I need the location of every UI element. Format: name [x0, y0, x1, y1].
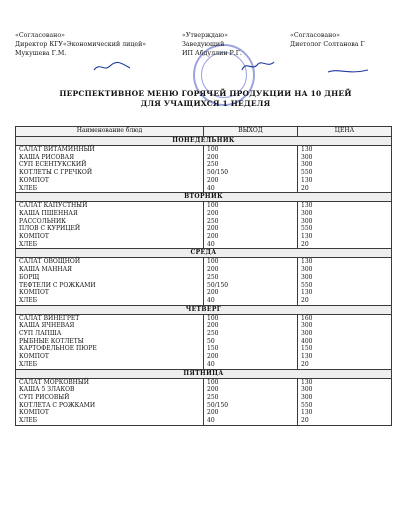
dish-price: 300	[301, 209, 313, 217]
day-name: ПОНЕДЕЛЬНИК	[16, 137, 392, 146]
dish-price-column	[298, 378, 392, 425]
approval-heading: «Согласовано»	[15, 32, 65, 39]
signature-dietitian	[326, 66, 370, 76]
dish-yield: 200	[207, 153, 219, 161]
approval-person: ИП Абдуллин Р.Г.	[182, 49, 242, 57]
dish-name-column	[16, 146, 204, 193]
day-name: ЧЕТВЕРГ	[16, 305, 392, 314]
dish-yield-column	[204, 314, 298, 369]
dish-name: САЛАТ ВИНЕГРЕТ	[19, 314, 80, 322]
dish-yield: 200	[207, 233, 219, 241]
dish-yield: 40	[207, 417, 215, 425]
dish-name: СУП ЛАПША	[19, 330, 62, 338]
dish-yield: 200	[207, 176, 219, 184]
dish-name: ТЕФТЕЛИ С РОЖКАМИ	[19, 281, 96, 289]
dish-name: КОТЛЕТА С РОЖКАМИ	[19, 401, 96, 409]
day-row	[16, 305, 392, 314]
dish-name: КОМПОТ	[19, 176, 49, 184]
approval-heading: «Утверждаю»	[182, 32, 228, 39]
dish-price-column	[298, 258, 392, 305]
dish-yield: 250	[207, 393, 219, 401]
dish-yield: 200	[207, 353, 219, 361]
dish-yield: 200	[207, 386, 219, 394]
day-items-row	[16, 146, 392, 193]
dish-yield: 100	[207, 314, 219, 322]
dish-price-column	[298, 146, 392, 193]
dish-price: 130	[301, 176, 313, 184]
dish-price: 20	[301, 240, 309, 248]
dish-yield: 40	[207, 240, 215, 248]
dish-name: РАССОЛЬНИК	[19, 217, 66, 225]
dish-name: КАША ЯЧНЕВАЯ	[19, 322, 75, 330]
dish-name: ХЛЕБ	[19, 296, 38, 304]
dish-price: 300	[301, 161, 313, 169]
dish-price: 130	[301, 289, 313, 297]
approval-manager	[182, 32, 242, 58]
dish-name-column	[16, 378, 204, 425]
dish-name: КАША РИСОВАЯ	[19, 153, 75, 161]
dish-yield-column	[204, 146, 298, 193]
dish-yield-column	[204, 378, 298, 425]
dish-name: БОРЩ	[19, 273, 40, 281]
dish-yield: 50/150	[207, 169, 229, 177]
dish-name: ХЛЕБ	[19, 240, 38, 248]
dish-name: КОТЛЕТЫ С ГРЕЧКОЙ	[19, 169, 93, 177]
day-items-row	[16, 258, 392, 305]
dish-yield: 200	[207, 209, 219, 217]
approval-person: Мукушева Г.М.	[15, 49, 67, 57]
dish-yield: 50/150	[207, 401, 229, 409]
dish-name: СУП ЕСЕНТУКСКИЙ	[19, 161, 87, 169]
approval-header	[0, 22, 411, 82]
dish-price: 300	[301, 322, 313, 330]
dish-yield: 100	[207, 258, 219, 266]
menu-title-line-2: ДЛЯ УЧАЩИХСЯ 1 НЕДЕЛЯ	[140, 99, 271, 108]
dish-yield: 40	[207, 184, 215, 192]
dish-yield: 150	[207, 345, 219, 353]
dish-yield: 100	[207, 146, 219, 153]
signature-director	[92, 60, 132, 74]
dish-yield: 250	[207, 161, 219, 169]
dish-name: КОМПОТ	[19, 233, 49, 241]
dish-name: КОМПОТ	[19, 409, 49, 417]
day-name: ВТОРНИК	[16, 193, 392, 202]
dish-yield: 50/150	[207, 281, 229, 289]
dish-name: ПЛОВ С КУРИЦЕЙ	[19, 225, 81, 233]
dish-name: КОМПОТ	[19, 353, 49, 361]
dish-name: САЛАТ ОВОЩНОЙ	[19, 258, 81, 266]
dish-price: 300	[301, 266, 313, 274]
signature-manager	[240, 58, 276, 74]
dish-price: 400	[301, 337, 313, 345]
dish-price: 130	[301, 378, 313, 386]
dish-price: 150	[301, 345, 313, 353]
dish-price: 130	[301, 258, 313, 266]
dish-price: 20	[301, 417, 309, 425]
dish-name: КАША МАННАЯ	[19, 266, 73, 274]
dish-price-column	[298, 314, 392, 369]
dish-name: КАША ПШЕННАЯ	[19, 209, 78, 217]
dish-price: 130	[301, 353, 313, 361]
dish-yield: 40	[207, 296, 215, 304]
dish-name: САЛАТ МОРКОВНЫЙ	[19, 378, 90, 386]
column-header-dish: Наименование блюд	[16, 127, 204, 137]
dish-price: 20	[301, 184, 309, 192]
dish-yield: 200	[207, 289, 219, 297]
dish-name: КАРТОФЕЛЬНОЕ ПЮРЕ	[19, 345, 97, 353]
column-header-yield: ВЫХОД	[204, 127, 298, 137]
dish-price: 20	[301, 296, 309, 304]
approval-position: Директор КГУ«Экономический лицей»	[15, 40, 147, 48]
dish-price: 300	[301, 273, 313, 281]
dish-yield: 250	[207, 273, 219, 281]
dish-name: СУП РИСОВЫЙ	[19, 393, 70, 401]
dish-price-column	[298, 202, 392, 249]
day-row	[16, 369, 392, 378]
dish-price: 300	[301, 330, 313, 338]
day-items-row	[16, 202, 392, 249]
approval-person: Диетолог Солтанова Г	[290, 40, 365, 48]
dish-yield: 250	[207, 217, 219, 225]
dish-name: РЫБНЫЕ КОТЛЕТЫ	[19, 337, 84, 345]
dish-price: 300	[301, 217, 313, 225]
dish-price: 130	[301, 202, 313, 210]
day-row	[16, 137, 392, 146]
approval-director	[15, 32, 146, 58]
dish-yield: 200	[207, 225, 219, 233]
day-row	[16, 193, 392, 202]
approval-dietitian	[290, 32, 365, 50]
dish-price: 20	[301, 360, 309, 368]
dish-name: САЛАТ КАПУСТНЫЙ	[19, 202, 88, 210]
menu-title-line-1: ПЕРСПЕКТИВНОЕ МЕНЮ ГОРЯЧЕЙ ПРОДУКЦИИ НА 10 ДНЕЙ	[59, 89, 352, 98]
day-items-row	[16, 314, 392, 369]
dish-yield: 50	[207, 337, 215, 345]
dish-price: 130	[301, 233, 313, 241]
dish-yield: 250	[207, 330, 219, 338]
dish-yield: 100	[207, 202, 219, 210]
dish-yield: 200	[207, 322, 219, 330]
dish-price: 130	[301, 146, 313, 153]
dish-name: ХЛЕБ	[19, 417, 38, 425]
menu-table-body	[16, 137, 392, 426]
day-name: ПЯТНИЦА	[16, 369, 392, 378]
approval-heading: «Согласовано»	[290, 32, 340, 39]
dish-price: 300	[301, 153, 313, 161]
approval-position: Заведующий	[182, 40, 225, 48]
dish-price: 130	[301, 409, 313, 417]
day-items-row	[16, 378, 392, 425]
day-name: СРЕДА	[16, 249, 392, 258]
dish-yield: 200	[207, 409, 219, 417]
dish-name: САЛАТ ВИТАМИННЫЙ	[19, 146, 95, 153]
dish-yield: 200	[207, 266, 219, 274]
dish-price: 550	[301, 169, 313, 177]
dish-name-column	[16, 314, 204, 369]
day-row	[16, 249, 392, 258]
menu-table	[15, 126, 392, 426]
dish-name: КОМПОТ	[19, 289, 49, 297]
dish-name-column	[16, 258, 204, 305]
dish-name: ХЛЕБ	[19, 184, 38, 192]
dish-price: 550	[301, 225, 313, 233]
dish-yield: 40	[207, 360, 215, 368]
dish-price: 550	[301, 281, 313, 289]
dish-price: 550	[301, 401, 313, 409]
dish-price: 300	[301, 393, 313, 401]
dish-price: 160	[301, 314, 313, 322]
column-header-price: ЦЕНА	[298, 127, 392, 137]
dish-name: ХЛЕБ	[19, 360, 38, 368]
table-header-row	[16, 127, 392, 137]
dish-yield-column	[204, 202, 298, 249]
dish-yield: 100	[207, 378, 219, 386]
dish-name: КАША 5 ЗЛАКОВ	[19, 386, 75, 394]
dish-price: 300	[301, 386, 313, 394]
dish-yield-column	[204, 258, 298, 305]
dish-name-column	[16, 202, 204, 249]
